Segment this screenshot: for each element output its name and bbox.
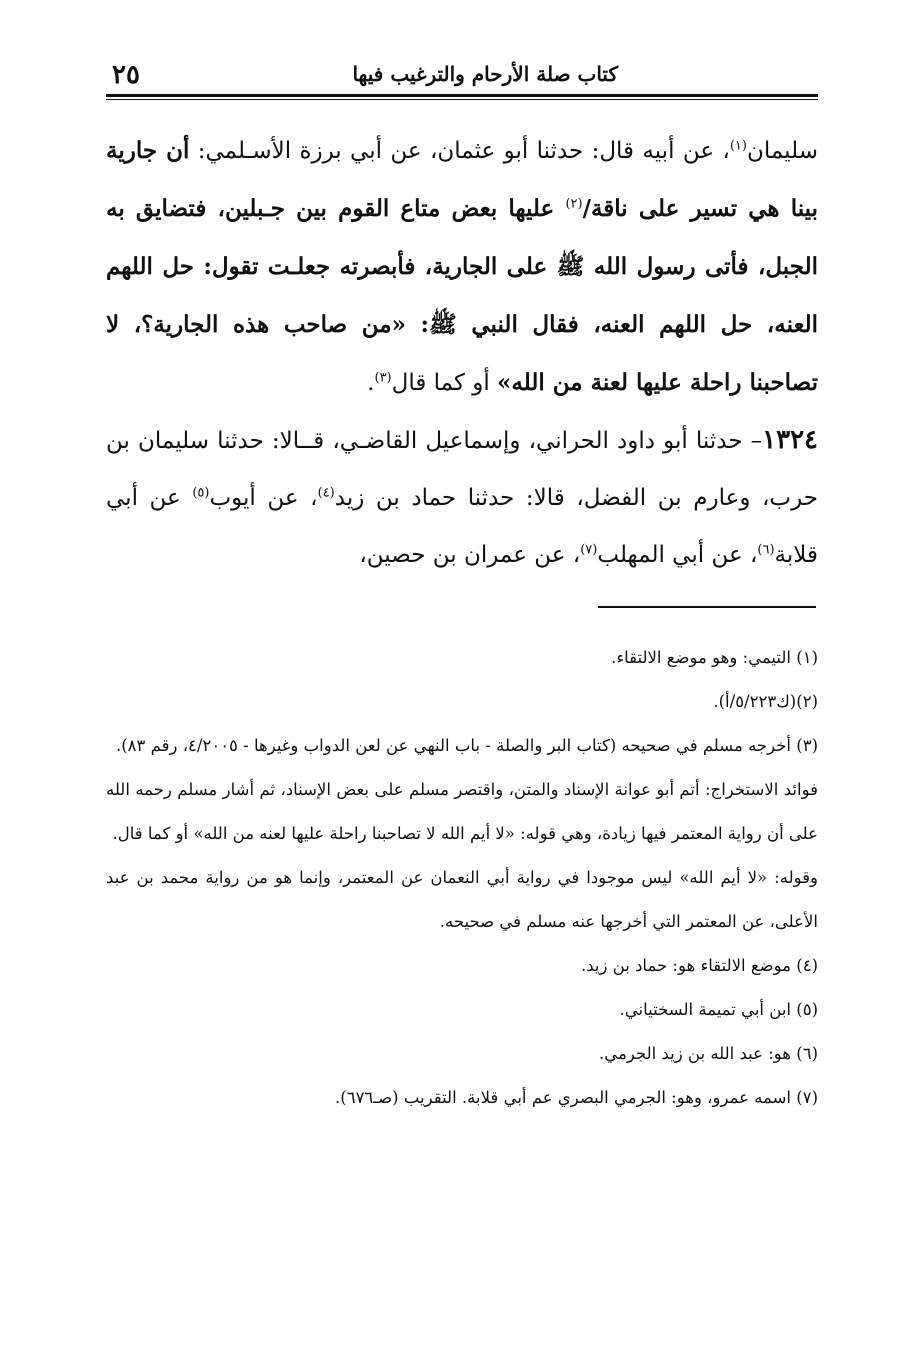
footnote-7: (٧) اسمه عمرو، وهو: الجرمي البصري عم أبي قلابة. التقريب (صـ٦٧٦). <box>335 1088 818 1107</box>
footnote-3: (٣) أخرجه مسلم في صحيحه (كتاب البر والصلة - باب النهي عن لعن الدواب وغيرها - ٤/٢٠٠٥، رقم ٨٣). <box>115 736 818 755</box>
main-text <box>106 122 818 584</box>
footnote-ref: (٦) <box>757 542 775 558</box>
footnote-ref: (١) <box>729 138 747 154</box>
footnote-6: (٦) هو: عبد الله بن زيد الجرمي. <box>599 1044 818 1063</box>
page-number: ٢٥ <box>112 60 140 90</box>
footnote-separator <box>598 606 816 608</box>
text-segment: – حدثنا أبو داود الحراني، وإسماعيل القاضـي، قــالا: حدثنا سليمان بن حرب، وعارم بن الفضل، قالا: حدثنا حماد بن زيد <box>106 428 818 511</box>
footnote-ref: (٣) <box>374 370 392 386</box>
footnote-5: (٥) ابن أبي تميمة السختياني. <box>619 1000 818 1019</box>
header-title: كتاب صلة الأرحام والترغيب فيها <box>352 62 618 86</box>
footnote-1: (١) التيمي: وهو موضع الالتقاء. <box>611 648 818 667</box>
footnote-ref: (٢) <box>565 196 583 212</box>
footnote-3-benefits: فوائد الاستخراج: أتم أبو عوانة الإسناد والمتن، واقتصر مسلم على بعض الإسناد، ثم أشار مسلم رحمه الله على أن رواية المعتمر فيها زيادة، وهي قوله: «لا أيم الله لا تصاحبنا راحلة عليها لعنه من الله» أو كما قال. <box>106 780 818 843</box>
header-rule-thin <box>106 99 818 100</box>
paragraph-hadith-end <box>106 122 818 412</box>
hadith-text: عليها بعض متاع القوم بين جـبلين، فتضايق به الجبل، فأتى رسول الله ﷺ على الجارية، فأبصرته جعلـت تقول: حل اللهم العنه، حل اللهم العنه، فقال النبي ﷺ: <box>106 195 818 338</box>
footnotes <box>106 636 818 1120</box>
text-segment: . <box>367 370 375 396</box>
text-segment: ، عن أبيه قال: حدثنا أبو عثمان، عن أبي برزة الأسـلمي: <box>189 138 730 164</box>
text-segment: عن أبي قلابة <box>106 485 818 568</box>
footnote-ref: (٥) <box>192 485 210 501</box>
text-segment: سليمان <box>746 138 818 164</box>
footnote-2: (٢)(ك٥/٢٢٣/أ). <box>713 692 818 711</box>
header-rule-thick <box>106 94 818 97</box>
footnote-4: (٤) موضع الالتقاء هو: حماد بن زيد. <box>580 956 818 975</box>
footnote-ref: (٤) <box>317 485 335 501</box>
hadith-number: ١٣٢٤ <box>762 425 818 455</box>
footnote-3-remark: وقوله: «لا أيم الله» ليس موجودا في رواية أبي النعمان عن المعتمر، وإنما هو من رواية محمد بن عبد الأعلى، عن المعتمر التي أخرجها عنه مسلم في صحيحه. <box>106 868 818 931</box>
footnote-ref: (٧) <box>580 542 598 558</box>
text-segment: أو كما قال <box>391 370 498 396</box>
hadith-text: أن جارية بينا هي تسير على ناقة/ <box>106 137 818 222</box>
text-segment: ، عن أبي المهلب <box>597 542 758 568</box>
paragraph-hadith-1324 <box>106 412 818 584</box>
running-header <box>106 60 818 92</box>
text-segment: ، عن أيوب <box>209 485 318 511</box>
prophet-quote: «من صاحب هذه الجارية؟، لا تصاحبنا راحلة عليها لعنة من الله» <box>106 311 818 396</box>
text-segment: ، عن عمران بن حصين، <box>359 542 581 568</box>
